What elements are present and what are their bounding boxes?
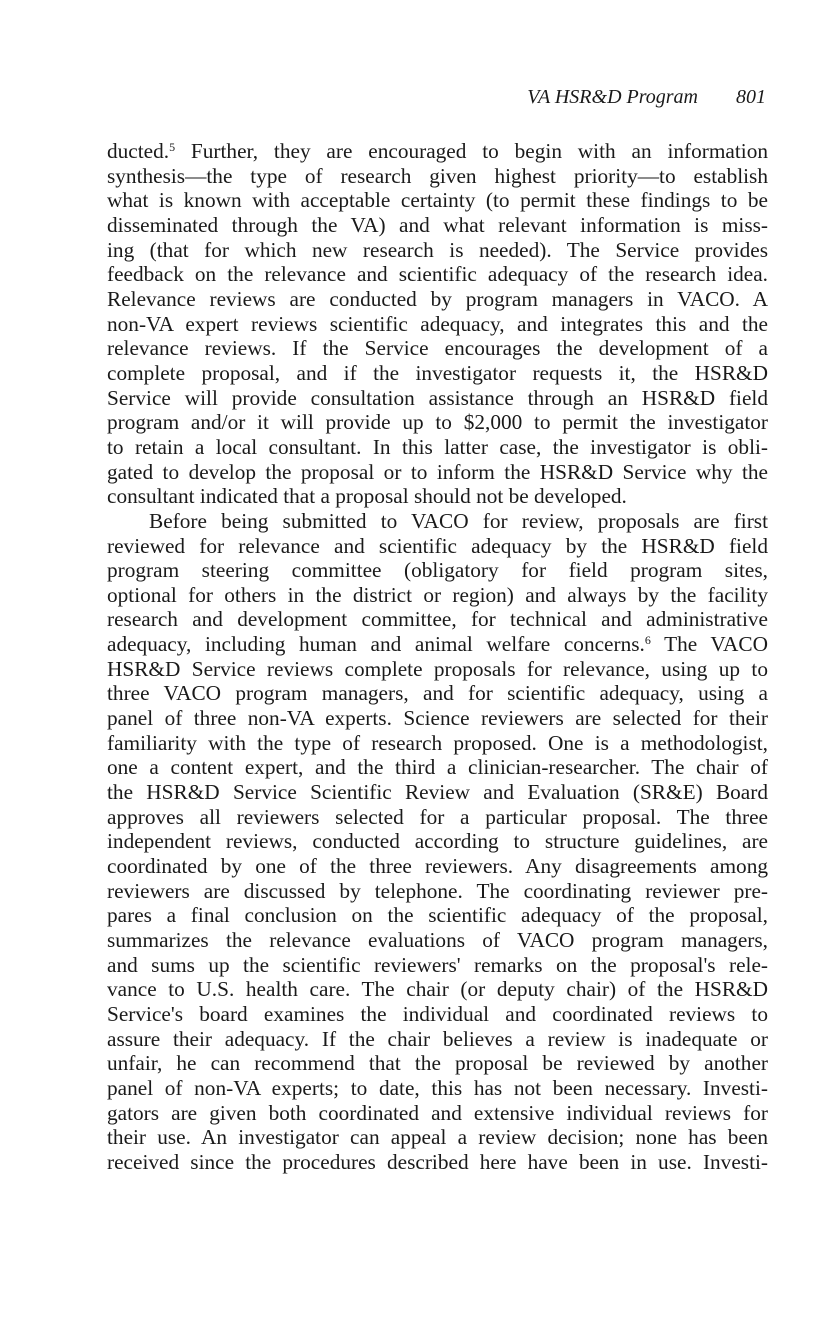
text-line: HSR&D Service reviews complete proposals for relevance, using up to (107, 656, 768, 681)
text-line: unfair, he can recommend that the proposal be reviewed by another (107, 1051, 768, 1076)
text-line: approves all reviewers selected for a particular proposal. The three (107, 804, 768, 829)
text-line: research and development committee, for technical and administrative (107, 607, 768, 632)
text-line: three VACO program managers, and for scientific adequacy, using a (107, 681, 768, 706)
text-line: assure their adequacy. If the chair believes a review is inadequate or (107, 1026, 768, 1051)
text-line: Service will provide consultation assistance through an HSR&D field (107, 385, 768, 410)
text-line: panel of three non-VA experts. Science reviewers are selected for their (107, 706, 768, 731)
text-line: feedback on the relevance and scientific adequacy of the research idea. (107, 262, 768, 287)
paragraph (107, 509, 768, 1175)
text-line: non-VA expert reviews scientific adequacy, and integrates this and the (107, 311, 768, 336)
text-line: complete proposal, and if the investigator requests it, the HSR&D (107, 360, 768, 385)
text-line: optional for others in the district or region) and always by the facility (107, 582, 768, 607)
text-line: consultant indicated that a proposal should not be developed. (107, 484, 627, 509)
text-line: and sums up the scientific reviewers' remarks on the proposal's rele- (107, 952, 768, 977)
text-line: ing (that for which new research is needed). The Service provides (107, 237, 768, 262)
text-line: to retain a local consultant. In this latter case, the investigator is obli- (107, 434, 768, 459)
text-line: program steering committee (obligatory for field program sites, (107, 558, 768, 583)
text-line: relevance reviews. If the Service encourages the development of a (107, 336, 768, 361)
text-line: coordinated by one of the three reviewers. Any disagreements among (107, 854, 768, 879)
text-line: what is known with acceptable certainty (to permit these findings to be (107, 188, 768, 213)
text-line: adequacy, including human and animal welfare concerns.$^6$ The VACO (107, 632, 769, 657)
text-line: the HSR&D Service Scientific Review and Evaluation (SR&E) Board (107, 780, 768, 805)
page-number: 801 (736, 86, 766, 108)
text-line: program and/or it will provide up to $2,000 to permit the investigator (107, 410, 768, 435)
paragraph (107, 139, 768, 509)
text-line: gated to develop the proposal or to inform the HSR&D Service why the (107, 459, 768, 484)
running-header (107, 86, 766, 109)
footnote-marker: 5 (169, 140, 176, 154)
text-line: ducted.$^5$ Further, they are encouraged to begin with an information (107, 139, 768, 163)
text-line: Before being submitted to VACO for review, proposals are first (149, 508, 768, 533)
text-line: their use. An investigator can appeal a review decision; none has been (107, 1125, 768, 1150)
running-title: VA HSR&D Program (527, 86, 698, 108)
text-line: synthesis—the type of research given highest priority—to establish (107, 163, 768, 188)
text-line: received since the procedures described here have been in use. Investi- (107, 1149, 768, 1174)
text-line: gators are given both coordinated and extensive individual reviews for (107, 1100, 768, 1125)
text-line: one a content expert, and the third a clinician-researcher. The chair of (107, 755, 768, 780)
footnote-marker: 6 (644, 633, 651, 648)
text-line: pares a final conclusion on the scientific adequacy of the proposal, (107, 903, 768, 928)
text-line: summarizes the relevance evaluations of VACO program managers, (107, 928, 768, 952)
text-line: familiarity with the type of research proposed. One is a methodologist, (107, 730, 768, 755)
text-line: Service's board examines the individual and coordinated reviews to (107, 1001, 768, 1026)
text-line: reviewers are discussed by telephone. The coordinating reviewer pre- (107, 878, 768, 903)
text-line: independent reviews, conducted according to structure guidelines, are (107, 829, 768, 854)
text-line: vance to U.S. health care. The chair (or deputy chair) of the HSR&D (107, 977, 768, 1002)
text-line: Relevance reviews are conducted by program managers in VACO. A (107, 286, 768, 311)
text-line: reviewed for relevance and scientific adequacy by the HSR&D field (107, 533, 768, 558)
body-text (107, 139, 768, 1175)
text-line: disseminated through the VA) and what relevant information is miss- (107, 212, 768, 237)
text-line: panel of non-VA experts; to date, this has not been necessary. Investi- (107, 1075, 768, 1100)
